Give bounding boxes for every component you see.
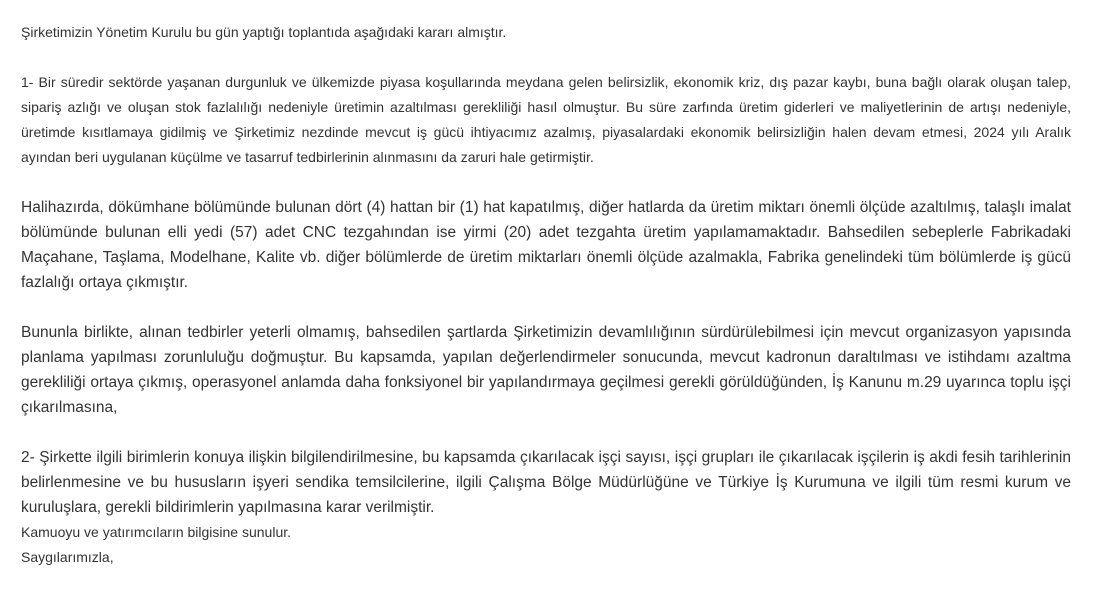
intro-paragraph: Şirketimizin Yönetim Kurulu bu gün yaptığı toplantıda aşağıdaki kararı almıştır.	[21, 24, 507, 40]
measures-paragraph: Bununla birlikte, alınan tedbirler yeterli olmamış, bahsedilen şartlarda Şirketimizin devamlılığının sürdürülebilmesi için mevcut organizasyon yapısında planlama yapılması zorunluluğu doğmuştur. Bu kapsamda, yapılan değerlendirmeler sonucunda, mevcut kadronun daraltılması ve istihdamı azaltma gerekliliği ortaya çıkmış, operasyonel anlamda daha fonksiyonel bir yapılandırmaya geçilmesi gerekli görüldüğünden, İş Kanunu m.29 uyarınca toplu işçi çıkarılmasına,	[21, 324, 1071, 416]
announcement-document	[21, 20, 1071, 570]
closing-salutation: Saygılarımızla,	[21, 549, 114, 565]
spacer	[21, 295, 1071, 320]
decision-item-2: 2- Şirkette ilgili birimlerin konuya ilişkin bilgilendirilmesine, bu kapsamda çıkarılacak işçi sayısı, işçi grupları ile çıkarılacak işçilerin iş akdi fesih tarihlerinin belirlenmesine ve bu hususların işyeri sendika temsilcilerine, ilgili Çalışma Bölge Müdürlüğüne ve Türkiye İş Kurumuna ve ilgili tüm resmi kurum ve kuruluşlara, gerekli bildirimlerin yapılmasına karar verilmiştir.	[21, 449, 1071, 516]
decision-item-1: 1- Bir süredir sektörde yaşanan durgunluk ve ülkemizde piyasa koşullarında meydana gelen belirsizlik, ekonomik kriz, dış pazar kaybı, buna bağlı olarak oluşan talep, sipariş azlığı ve oluşan stok fazlalılığı nedeniyle üretimin azaltılması gerekliliği hasıl olmuştur. Bu süre zarfında üretim giderleri ve maliyetlerinin de artışı nedeniyle, üretimde kısıtlamaya gidilmiş ve Şirketimiz nezdinde mevcut iş gücü ihtiyacımız azalmış, piyasalardaki ekonomik belirsizliğin halen devam etmesi, 2024 yılı Aralık ayından beri uygulanan küçülme ve tasarruf tedbirlerinin alınmasını da zaruri hale getirmiştir.	[21, 74, 1071, 165]
spacer	[21, 420, 1071, 445]
spacer	[21, 45, 1071, 70]
foundry-paragraph: Halihazırda, dökümhane bölümünde bulunan dört (4) hattan bir (1) hat kapatılmış, diğer hatlarda da üretim miktarı önemli ölçüde azaltılmış, talaşlı imalat bölümünde bulunan elli yedi (57) adet CNC tezgahından ise yirmi (20) adet tezgahta üretim yapılamamaktadır. Bahsedilen sebeplerle Fabrikadaki Maçahane, Taşlama, Modelhane, Kalite vb. diğer bölümlerde de üretim miktarları önemli ölçüde azalmakla, Fabrika genelindeki tüm bölümlerde iş gücü fazlalığı ortaya çıkmıştır.	[21, 199, 1071, 291]
public-notice: Kamuoyu ve yatırımcıların bilgisine sunulur.	[21, 524, 292, 540]
spacer	[21, 170, 1071, 195]
